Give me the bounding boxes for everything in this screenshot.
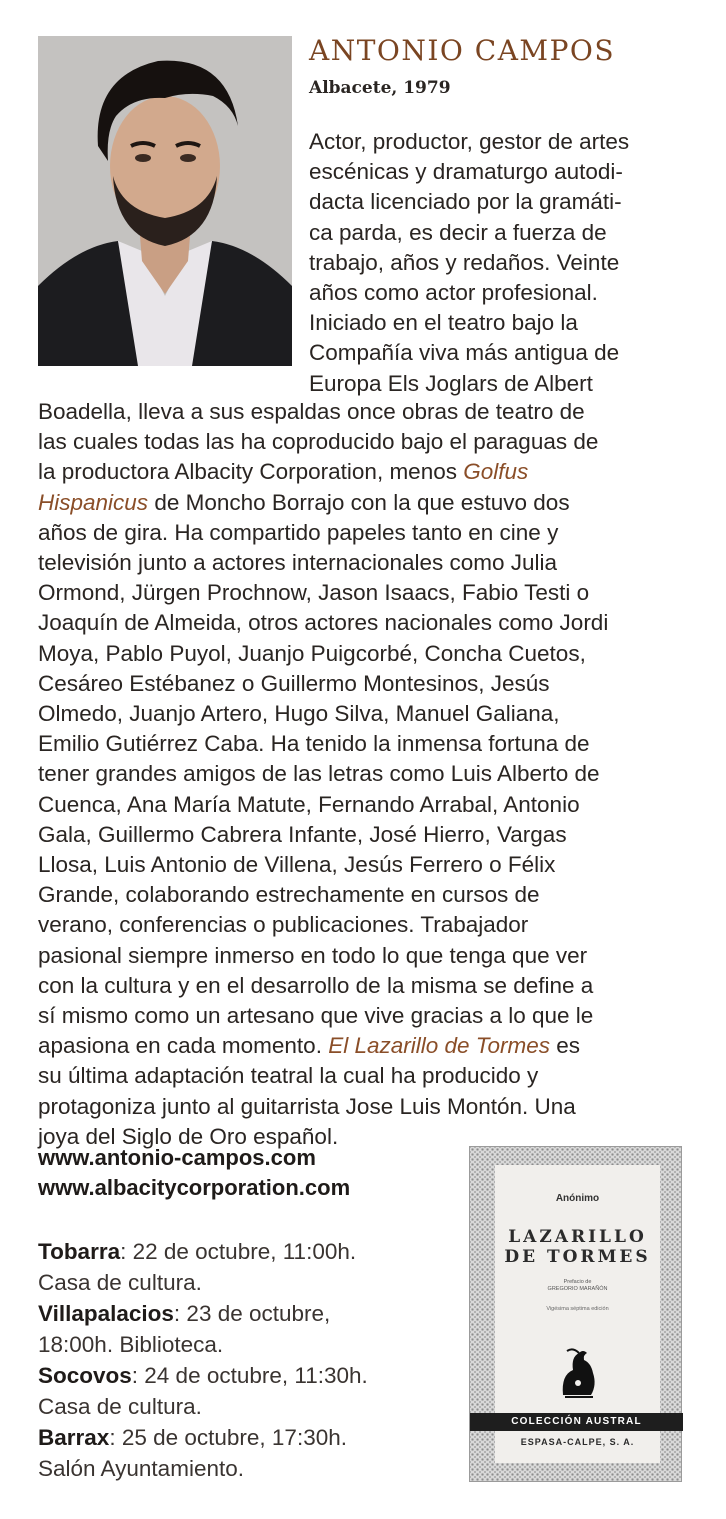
bio-line: Joaquín de Almeida, otros actores nacionales como Jordi <box>38 610 609 636</box>
bio-paragraph-main <box>38 397 698 1152</box>
event-place: Villapalacios <box>38 1301 174 1326</box>
event-villapalacios-venue: 18:00h. Biblioteca. <box>38 1332 224 1357</box>
bio-line <box>38 457 698 487</box>
bio-line: pasional siempre inmerso en todo lo que tenga que ver <box>38 942 588 968</box>
bio-line: Llosa, Luis Antonio de Villena, Jesús Ferrero o Félix <box>38 852 556 878</box>
book-author: Anónimo <box>555 1193 600 1204</box>
bio-line: Olmedo, Juanjo Artero, Hugo Silva, Manuel Galiana, <box>38 701 560 727</box>
website-link-antonio-campos[interactable]: www.antonio-campos.com <box>38 1145 316 1170</box>
book-cover-panel <box>495 1165 660 1463</box>
golfus-title-part1: Golfus <box>463 459 529 485</box>
bio-line: joya del Siglo de Oro español. <box>38 1123 339 1149</box>
author-portrait-photo <box>38 36 292 366</box>
event-socovos-venue: Casa de cultura. <box>38 1394 202 1419</box>
event-socovos-date <box>38 1360 458 1391</box>
bio-text: de Moncho Borrajo con la que estuvo dos <box>148 489 570 515</box>
bio-line: verano, conferencias o publicaciones. Trabajador <box>38 912 529 938</box>
bio-line: trabajo, años y redaños. Veinte <box>309 249 620 275</box>
event-place: Socovos <box>38 1363 132 1388</box>
event-tobarra-venue: Casa de cultura. <box>38 1270 202 1295</box>
bio-line: escénicas y dramaturgo autodi- <box>309 159 623 185</box>
bio-line: Europa Els Joglars de Albert <box>309 370 593 396</box>
book-cover-image <box>469 1146 682 1482</box>
bio-line: con la cultura y en el desarrollo de la misma se define a <box>38 972 594 998</box>
bio-line: televisión junto a actores internacionales como Julia <box>38 550 558 576</box>
bio-line: Emilio Gutiérrez Caba. Ha tenido la inmensa fortuna de <box>38 731 590 757</box>
bio-line: Boadella, lleva a sus espaldas once obras de teatro de <box>38 399 585 424</box>
book-collection-band: COLECCIÓN AUSTRAL <box>470 1413 683 1431</box>
bio-paragraph-top <box>309 127 689 399</box>
book-prologue-line: Prefacio de <box>563 1279 592 1285</box>
author-origin: Albacete, 1979 <box>309 78 451 98</box>
bio-line <box>38 488 698 518</box>
author-name: ANTONIO CAMPOS <box>309 34 616 67</box>
event-datetime: : 23 de octubre, <box>173 1301 331 1326</box>
bio-line: tener grandes amigos de las letras como Luis Alberto de <box>38 761 600 787</box>
bio-line <box>38 1031 698 1061</box>
website-link-albacity[interactable]: www.albacitycorporation.com <box>38 1175 351 1200</box>
bio-line: Actor, productor, gestor de artes <box>309 129 630 154</box>
event-place: Tobarra <box>38 1239 121 1264</box>
bio-line: Compañía viva más antigua de <box>309 340 620 366</box>
event-datetime: : 24 de octubre, 11:30h. <box>131 1363 368 1388</box>
bio-line: Cesáreo Estébanez o Guillermo Montesinos, Jesús <box>38 670 550 696</box>
bio-line: Iniciado en el teatro bajo la <box>309 310 578 336</box>
lazarillo-title: El Lazarillo de Tormes <box>328 1033 550 1059</box>
website-links <box>38 1143 350 1203</box>
book-prologue <box>495 1279 660 1293</box>
bio-line: años como actor profesional. <box>309 280 598 306</box>
golfus-title-part2: Hispanicus <box>38 489 149 515</box>
bio-line: protagoniza junto al guitarrista Jose Luis Montón. Una <box>38 1093 576 1119</box>
bio-line: sí mismo como un artesano que vive gracias a lo que le <box>38 1003 594 1029</box>
bio-line: Moya, Pablo Puyol, Juanjo Puigcorbé, Concha Cuetos, <box>38 640 586 666</box>
event-datetime: : 25 de octubre, 17:30h. <box>109 1425 347 1450</box>
bio-line: ca parda, es decir a fuerza de <box>309 219 607 245</box>
book-title <box>495 1227 660 1267</box>
event-barrax-venue: Salón Ayuntamiento. <box>38 1456 244 1481</box>
book-publisher: ESPASA-CALPE, S. A. <box>520 1437 635 1447</box>
bio-line: Grande, colaborando estrechamente en cursos de <box>38 882 540 908</box>
bio-text: la productora Albacity Corporation, menos <box>38 459 464 485</box>
bio-line: Gala, Guillermo Cabrera Infante, José Hierro, Vargas <box>38 821 567 847</box>
goat-emblem-icon <box>553 1345 603 1405</box>
event-datetime: : 22 de octubre, 11:00h. <box>120 1239 357 1264</box>
event-schedule <box>38 1236 458 1484</box>
book-title-line: DE TORMES <box>504 1247 651 1267</box>
book-title-line: LAZARILLO <box>508 1227 647 1247</box>
bio-text: es <box>549 1033 580 1059</box>
bio-line: las cuales todas las ha coproducido bajo el paraguas de <box>38 429 599 455</box>
book-prologue-line: GREGORIO MARAÑÓN <box>547 1286 608 1292</box>
bio-line: años de gira. Ha compartido papeles tanto en cine y <box>38 519 559 545</box>
book-edition: Vigésima séptima edición <box>546 1306 609 1312</box>
bio-line: su última adaptación teatral la cual ha producido y <box>38 1063 539 1089</box>
event-barrax-date <box>38 1422 458 1453</box>
event-place: Barrax <box>38 1425 110 1450</box>
bio-line: dacta licenciado por la gramáti- <box>309 189 622 215</box>
bio-line: Ormond, Jürgen Prochnow, Jason Isaacs, Fabio Testi o <box>38 580 590 606</box>
event-tobarra-date <box>38 1236 458 1267</box>
bio-line: Cuenca, Ana María Matute, Fernando Arrabal, Antonio <box>38 791 580 817</box>
bio-text: apasiona en cada momento. <box>38 1033 329 1059</box>
event-villapalacios-date <box>38 1298 458 1329</box>
